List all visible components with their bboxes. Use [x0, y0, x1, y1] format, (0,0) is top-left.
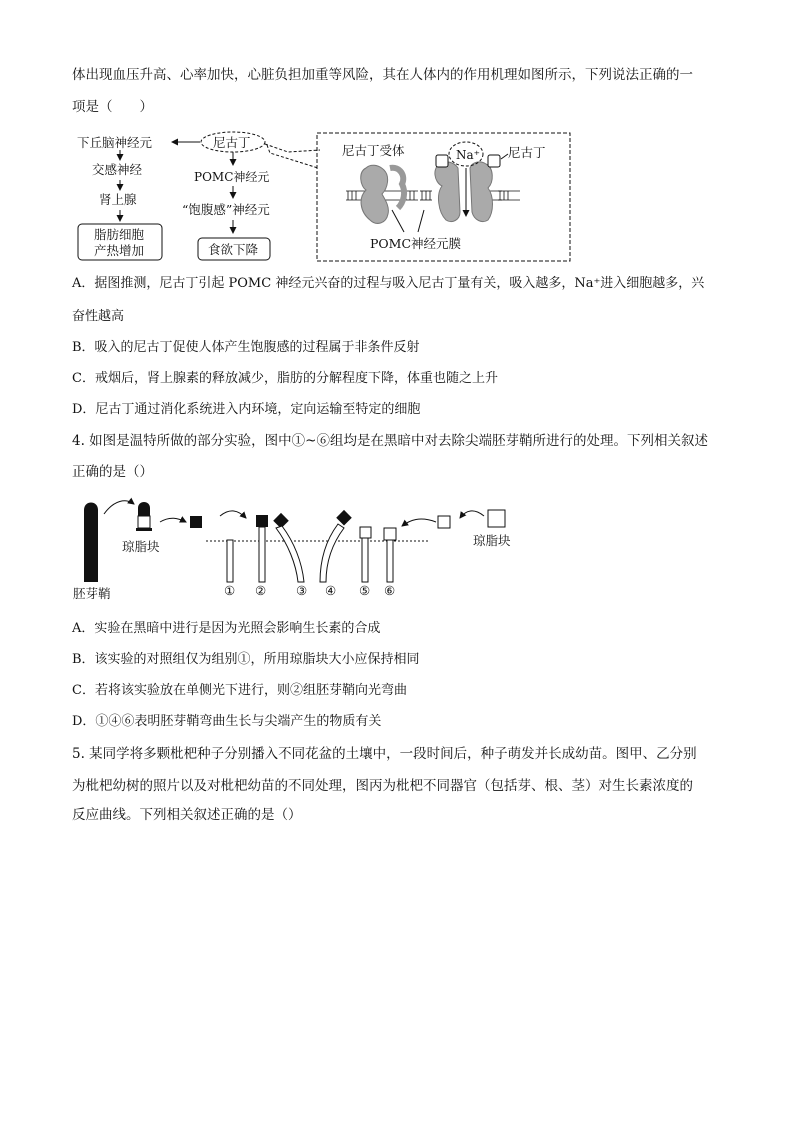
- open-receptor-left: [435, 162, 460, 222]
- na-ion-label: Na⁺: [456, 148, 480, 162]
- group-3-label: ③: [296, 583, 308, 598]
- coleoptile-label: 胚芽鞘: [73, 586, 111, 601]
- membrane-label: POMC神经元膜: [370, 236, 462, 251]
- adrenal-label: 肾上腺: [99, 192, 137, 207]
- q4-stem-line2: 正确的是（）: [72, 464, 153, 480]
- hypothalamus-label: 下丘脑神经元: [77, 135, 153, 150]
- q3-option-a-line1: A．据图推测，尼古丁引起 POMC 神经元兴奋的过程与吸入尼古丁量有关，吸入越多，Na⁺进入细胞越多，兴: [72, 276, 705, 291]
- q4-option-d: D．①④⑥表明胚芽鞘弯曲生长与尖端产生的物质有关: [72, 714, 382, 729]
- q5-stem-line3: 反应曲线。下列相关叙述正确的是（）: [72, 807, 302, 823]
- group-5-label: ⑤: [359, 583, 371, 598]
- coleoptile-shape: [84, 503, 98, 583]
- group-6-label: ⑥: [384, 583, 396, 598]
- agar-left-label: 琼脂块: [122, 539, 160, 554]
- nicotine-label: 尼古丁: [508, 145, 546, 160]
- q4-option-a: A．实验在黑暗中进行是因为光照会影响生长素的合成: [72, 621, 381, 636]
- group-2-label: ②: [255, 583, 267, 598]
- q3-option-a-line2: 奋性越高: [72, 309, 125, 324]
- q5-stem-line1: 5. 某同学将多颗枇杷种子分别播入不同花盆的土壤中，一段时间后，种子萌发并长成幼苗。图甲、乙分别: [72, 746, 697, 762]
- went-experiment-diagram: [70, 494, 530, 606]
- q3-option-b: B．吸入的尼古丁促使人体产生饱腹感的过程属于非条件反射: [72, 340, 420, 355]
- q3-option-c: C．戒烟后，肾上腺素的释放减少，脂肪的分解程度下降，体重也随之上升: [72, 371, 498, 386]
- q4-option-b: B．该实验的对照组仅为组别①，所用琼脂块大小应保持相同: [72, 652, 420, 667]
- q5-stem-line2: 为枇杷幼树的照片以及对枇杷幼苗的不同处理，图丙为枇杷不同器官（包括芽、根、茎）对生长素浓度的: [72, 778, 693, 794]
- satiety-label: “饱腹感”神经元: [182, 202, 270, 217]
- q4-option-c: C．若将该实验放在单侧光下进行，则②组胚芽鞘向光弯曲: [72, 683, 407, 698]
- receptor-label: 尼古丁受体: [342, 143, 405, 158]
- group-1-label: ①: [224, 583, 236, 598]
- nicotine-ellipse-label: 尼古丁: [213, 135, 251, 150]
- open-receptor-right: [470, 162, 493, 222]
- fat-line1: 脂肪细胞: [94, 227, 145, 242]
- q3-option-d: D．尼古丁通过消化系统进入内环境，定向运输至特定的细胞: [72, 402, 421, 417]
- q3-stem-line2: 项是（ ）: [72, 99, 153, 115]
- fat-line2: 产热增加: [94, 243, 145, 258]
- group-4-label: ④: [325, 583, 337, 598]
- pomc-label: POMC神经元: [194, 170, 270, 184]
- q4-stem-line1: 4. 如图是温特所做的部分实验，图中①~⑥组均是在黑暗中对去除尖端胚芽鞘所进行的处理。下列相关叙述: [72, 433, 708, 449]
- agar-right-label: 琼脂块: [473, 533, 511, 548]
- nicotine-mechanism-diagram: [70, 128, 575, 268]
- closed-receptor-shape: [361, 165, 389, 223]
- sympathetic-label: 交感神经: [92, 162, 143, 177]
- q3-stem-line1: 体出现血压升高、心率加快，心脏负担加重等风险，其在人体内的作用机理如图所示，下列说法正确的一: [72, 67, 693, 83]
- appetite-label: 食欲下降: [208, 242, 259, 257]
